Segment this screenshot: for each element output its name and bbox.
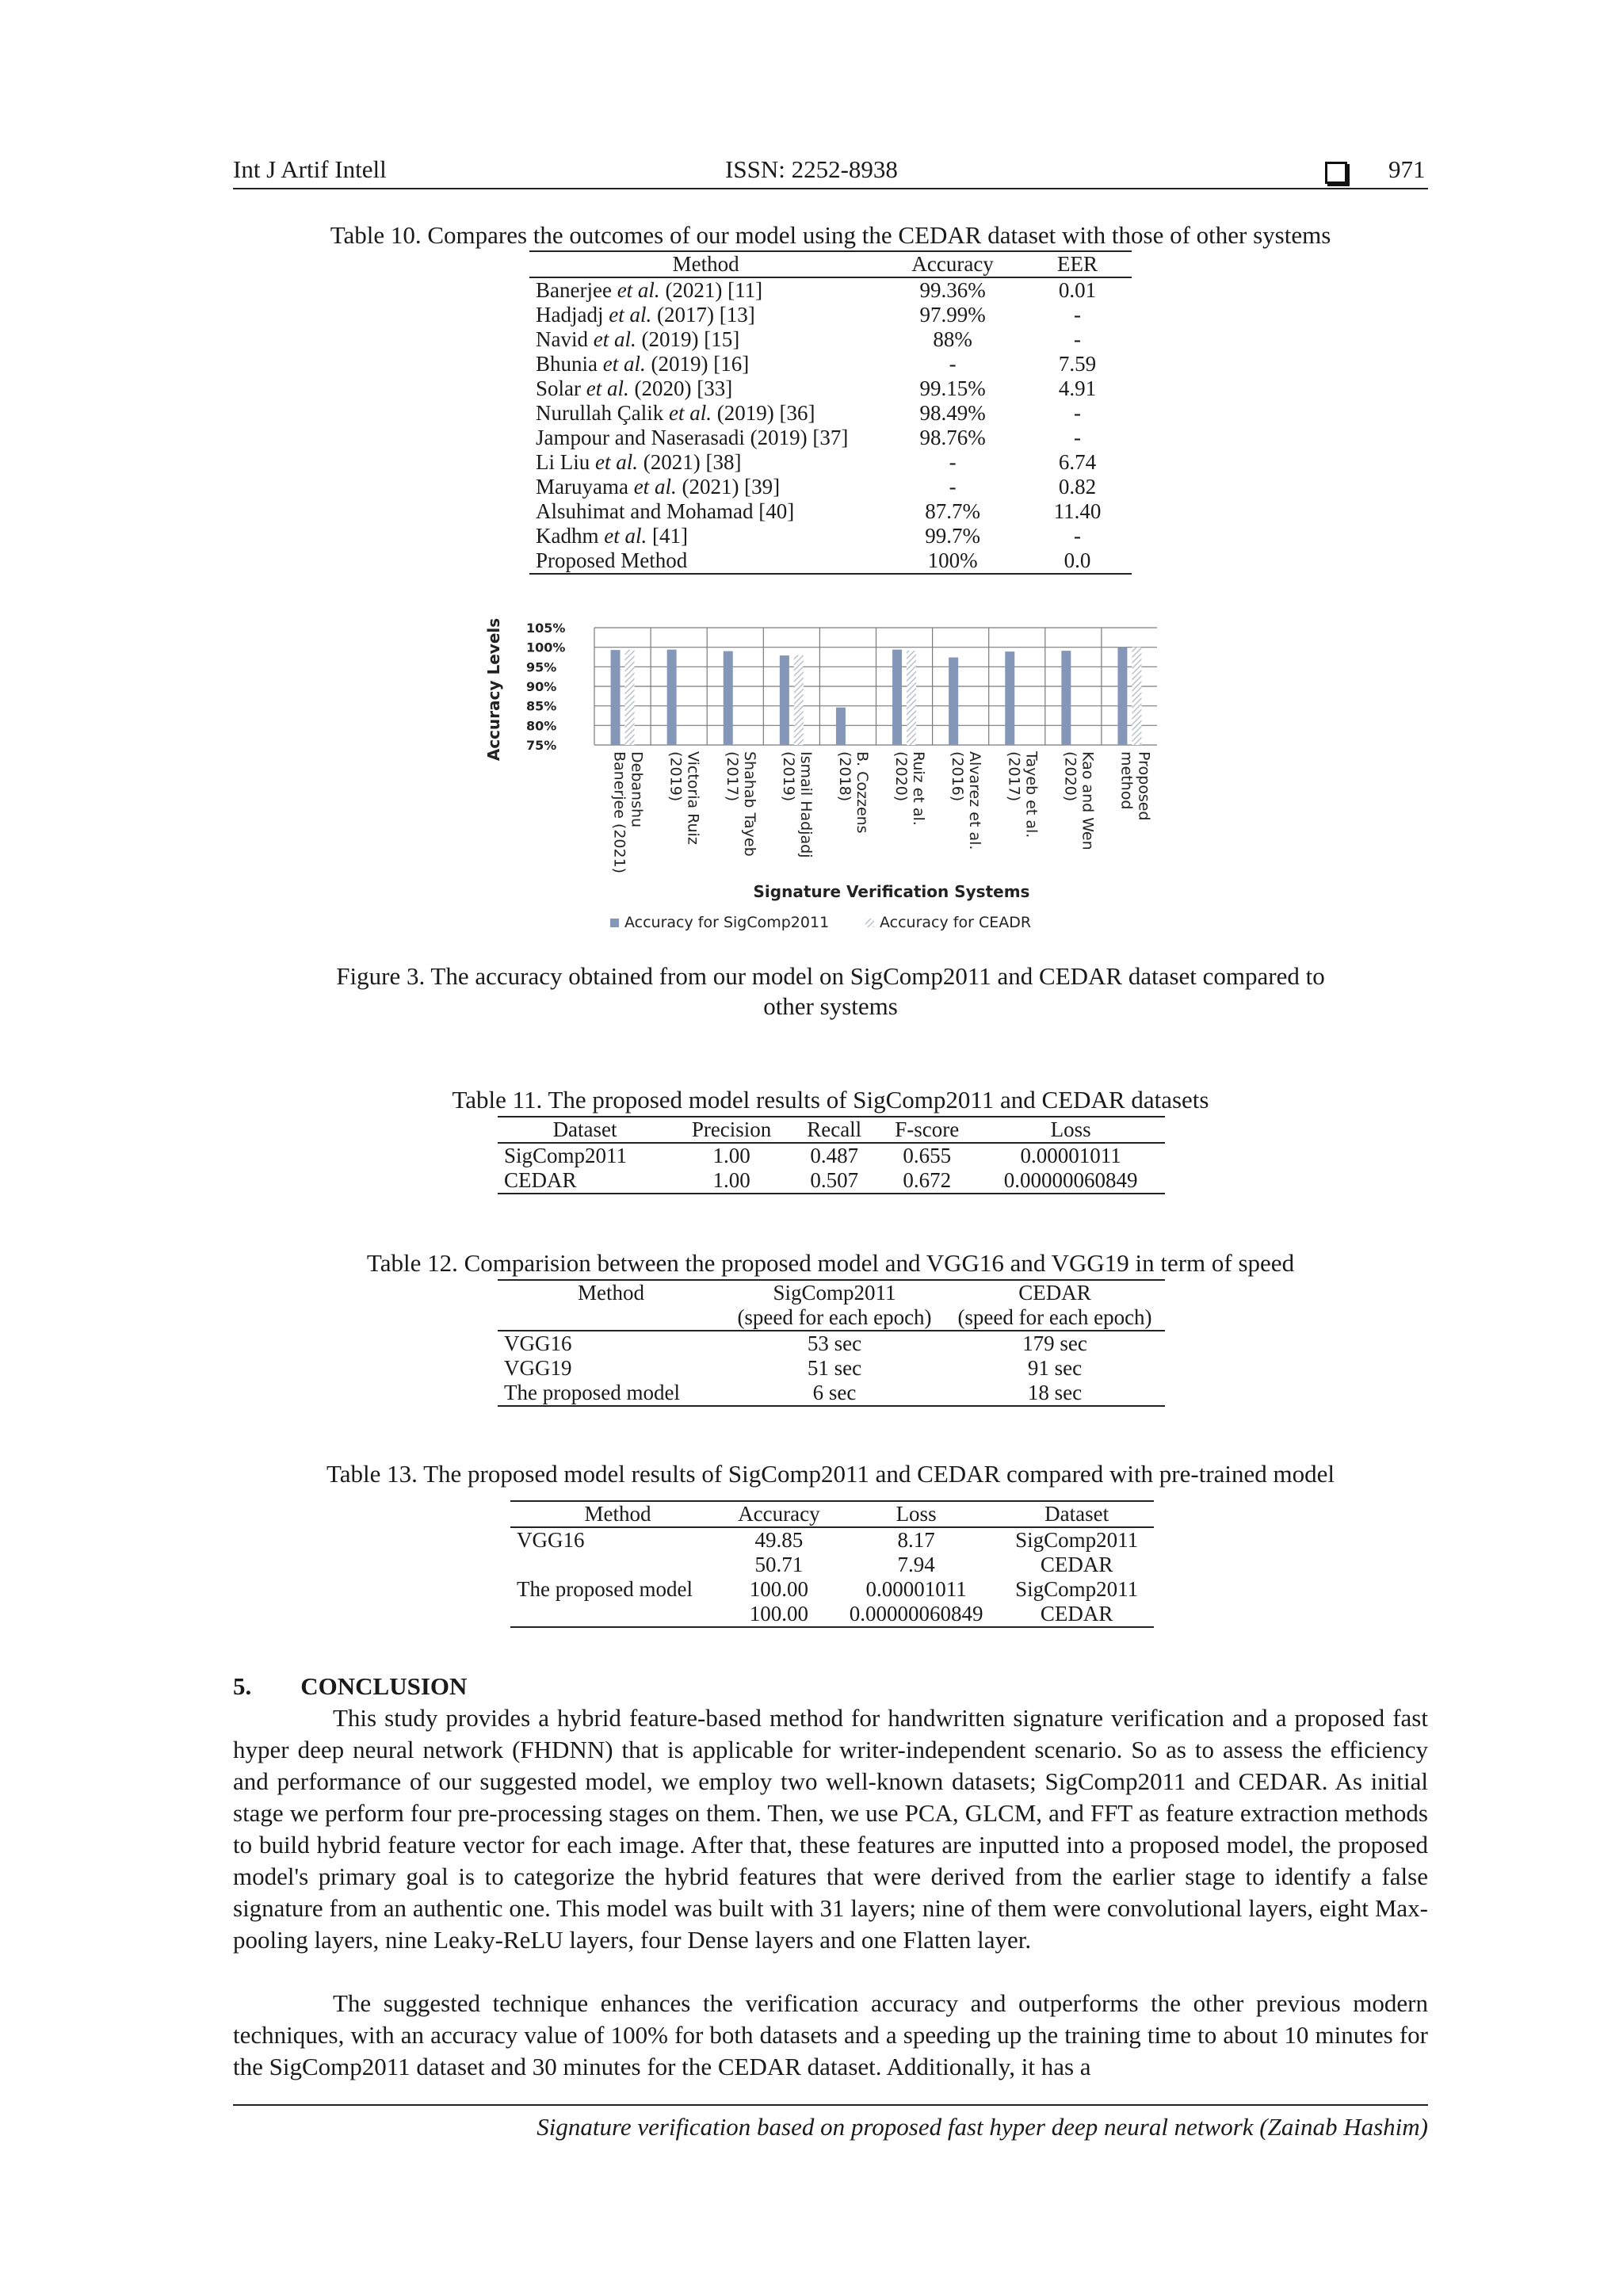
table13-cell: 0.00001011 — [865, 1577, 967, 1601]
table11-cell: 0.487 — [810, 1144, 859, 1167]
bar-sigcomp2011 — [836, 708, 846, 745]
table10-eer-cell: 0.01 — [1058, 278, 1097, 302]
method-name: Jampour and Naserasadi (2019) [37] — [536, 426, 849, 449]
table-row — [498, 1356, 1165, 1381]
table11-header-recall: Recall — [791, 1117, 877, 1143]
y-tick-label: 100% — [526, 640, 566, 655]
table12-header-cedar-title: CEDAR — [1018, 1281, 1091, 1305]
table13-cell: 100.00 — [749, 1577, 809, 1601]
table10-method-cell — [529, 524, 882, 548]
table10-accuracy-cell: 99.36% — [919, 278, 986, 302]
method-year: (2019) [36] — [711, 401, 815, 425]
table11-header-loss: Loss — [976, 1117, 1165, 1143]
legend-label-cedar: Accuracy for CEADR — [880, 914, 1032, 931]
issn: ISSN: 2252-8938 — [725, 155, 898, 183]
table13-header-dataset: Dataset — [999, 1501, 1154, 1527]
table12-cell: 53 sec — [807, 1331, 862, 1355]
table12-cell: The proposed model — [498, 1381, 724, 1406]
accuracy-bar-chart — [475, 618, 1157, 951]
table-row — [510, 1553, 1154, 1577]
table-row — [529, 548, 1132, 574]
table11-cell: 0.655 — [903, 1144, 952, 1167]
bar-cedar — [907, 651, 916, 745]
table10-eer-cell: - — [1074, 524, 1081, 548]
et-al: et al. — [602, 352, 646, 376]
chart-xlabels — [611, 751, 1153, 873]
bar-sigcomp2011 — [611, 650, 621, 745]
table13-cell — [510, 1553, 725, 1577]
table12-caption: Table 12. Comparision between the proposed model and VGG16 and VGG19 in term of speed — [366, 1249, 1295, 1277]
table12-header-sigcomp-title: SigComp2011 — [773, 1281, 896, 1305]
method-year: (2021) [39] — [676, 475, 781, 499]
table10-method-cell — [529, 426, 882, 450]
bar-sigcomp2011 — [1061, 651, 1071, 745]
figure3-caption-line1: Figure 3. The accuracy obtained from our model on SigComp2011 and CEDAR dataset compared to — [336, 962, 1325, 990]
table13-cell: 7.94 — [897, 1553, 935, 1576]
y-tick-label: 75% — [526, 738, 557, 753]
table10-eer-cell: 0.82 — [1058, 475, 1097, 499]
table10-accuracy-cell: 100% — [882, 548, 1023, 574]
section-heading: 5. CONCLUSION — [233, 1672, 468, 1700]
table13-cell: The proposed model — [517, 1577, 693, 1601]
y-axis-label: Accuracy Levels — [484, 618, 503, 762]
bar-sigcomp2011 — [724, 651, 733, 745]
table-row — [498, 1168, 1165, 1194]
table13-caption: Table 13. The proposed model results of SigComp2011 and CEDAR compared with pre-trained model — [326, 1460, 1335, 1488]
method-year: (2021) [11] — [659, 278, 763, 302]
table10-method-cell — [529, 401, 882, 426]
x-tick-label: Victoria Ruiz — [684, 751, 702, 845]
table11-header-fscore: F-score — [877, 1117, 976, 1143]
table-row — [510, 1577, 1154, 1602]
table10-method-cell — [529, 376, 882, 401]
table12-header-sigcomp-sub: (speed for each epoch) — [737, 1305, 932, 1329]
legend-swatch-cedar — [865, 919, 874, 927]
x-tick-label: (2017) — [723, 751, 741, 802]
table12-cell: 51 sec — [807, 1356, 862, 1380]
x-tick-label: Tayeb et al. — [1022, 751, 1041, 839]
bar-sigcomp2011 — [1005, 651, 1014, 745]
table-row — [529, 524, 1132, 548]
y-tick-label: 95% — [526, 659, 557, 675]
table12-cell: 18 sec — [945, 1381, 1165, 1406]
table13-cell: 49.85 — [754, 1528, 804, 1552]
table11-header-precision: Precision — [672, 1117, 791, 1143]
table13-cell: SigComp2011 — [1015, 1577, 1139, 1601]
table-row — [529, 475, 1132, 499]
et-al: et al. — [586, 376, 629, 400]
method-name: Maruyama — [536, 475, 634, 499]
method-name: Proposed Method — [536, 548, 688, 572]
chart-yticks — [526, 621, 565, 753]
method-name: Li Liu — [536, 450, 595, 474]
method-name: Solar — [536, 376, 586, 400]
table-row — [529, 499, 1132, 524]
table10-method-cell — [529, 277, 882, 303]
method-year: (2017) [13] — [651, 303, 755, 327]
table12 — [498, 1279, 1165, 1407]
table13-cell: 50.71 — [754, 1553, 804, 1576]
table11-cell: 1.00 — [712, 1144, 750, 1167]
bar-cedar — [794, 655, 804, 745]
table-row — [510, 1527, 1154, 1553]
method-year: [41] — [647, 524, 688, 548]
legend-label-sigcomp2011: Accuracy for SigComp2011 — [624, 914, 830, 931]
et-al: et al. — [595, 450, 638, 474]
table12-cell: VGG19 — [504, 1356, 572, 1380]
legend-swatch-sigcomp2011 — [610, 919, 619, 927]
method-name: Alsuhimat and Mohamad [40] — [536, 499, 795, 523]
table12-header-cedar-sub: (speed for each epoch) — [957, 1305, 1152, 1329]
table13-cell: 100.00 — [725, 1602, 833, 1627]
chart-legend — [610, 914, 1031, 931]
table10-eer-cell: 7.59 — [1058, 352, 1097, 376]
et-al: et al. — [633, 475, 677, 499]
x-tick-label: Ismail Hadjadj — [796, 751, 815, 858]
method-name: Hadjadj — [536, 303, 609, 327]
bar-sigcomp2011 — [780, 655, 789, 745]
table11-cell: 0.507 — [791, 1168, 877, 1194]
x-tick-label: (2017) — [1005, 751, 1023, 802]
table10-method-cell — [529, 352, 882, 376]
table13-cell: CEDAR — [1040, 1553, 1113, 1576]
table-row — [529, 352, 1132, 376]
table13-cell: CEDAR — [999, 1602, 1154, 1627]
table-row — [529, 426, 1132, 450]
table12-header-cedar — [945, 1280, 1165, 1331]
table13-cell: 8.17 — [897, 1528, 935, 1552]
x-tick-label: Alvarez et al. — [966, 751, 984, 850]
table10-method-cell — [529, 475, 882, 499]
method-name: Bhunia — [536, 352, 603, 376]
page-number: 971 — [1388, 155, 1426, 183]
x-tick-label: (2019) — [666, 751, 685, 802]
table12-cell: 91 sec — [1027, 1356, 1083, 1380]
y-tick-label: 85% — [526, 698, 557, 714]
table10 — [529, 250, 1132, 575]
table10-accuracy-cell: 97.99% — [919, 303, 986, 327]
et-al: et al. — [617, 278, 660, 302]
footer-rule — [233, 2104, 1428, 2106]
table12-header-method-text: Method — [578, 1281, 644, 1305]
table10-eer-cell: 6.74 — [1058, 450, 1097, 474]
table11-cell: 0.00000060849 — [976, 1168, 1165, 1194]
table10-method-cell — [529, 450, 882, 475]
table11-cell: CEDAR — [498, 1168, 672, 1194]
y-tick-label: 105% — [526, 621, 566, 636]
method-year: (2021) [38] — [638, 450, 742, 474]
et-al: et al. — [593, 327, 636, 351]
et-al: et al. — [604, 524, 647, 548]
table-row — [498, 1143, 1165, 1168]
table12-cell: 179 sec — [1022, 1331, 1087, 1355]
table10-header-eer: EER — [1023, 251, 1132, 277]
table13-header-method: Method — [510, 1501, 725, 1527]
chart-grid — [594, 628, 1157, 745]
table10-accuracy-cell: 88% — [933, 327, 972, 351]
table13-cell: SigComp2011 — [1015, 1528, 1139, 1552]
bar-cedar — [1132, 648, 1141, 745]
table13-header-accuracy: Accuracy — [725, 1501, 833, 1527]
table11-cell: 0.00001011 — [1020, 1144, 1121, 1167]
table13-cell — [510, 1602, 725, 1627]
table10-method-cell — [529, 303, 882, 327]
x-tick-label: Kao and Wen — [1079, 751, 1097, 850]
table12-header-method — [498, 1280, 724, 1331]
table11-caption: Table 11. The proposed model results of SigComp2011 and CEDAR datasets — [452, 1086, 1209, 1114]
table10-eer-cell: 0.0 — [1023, 548, 1132, 574]
x-tick-label: Ruiz et al. — [910, 751, 928, 826]
table10-accuracy-cell: - — [949, 450, 957, 474]
table10-accuracy-cell: 98.49% — [919, 401, 986, 425]
x-axis-label: Signature Verification Systems — [753, 882, 1030, 901]
x-tick-label: (2020) — [1061, 751, 1079, 802]
conclusion-paragraph-2: The suggested technique enhances the verification accuracy and outperforms the other previous modern techniques, with an accuracy value of 100% for both datasets and a speeding up the training time to about 10 minutes for the SigComp2011 dataset and 30 minutes for the CEDAR dataset. Additionally, it has a — [233, 1989, 1428, 2080]
et-al: et al. — [609, 303, 652, 327]
method-year: (2020) [33] — [628, 376, 733, 400]
method-name: Nurullah Çalik — [536, 401, 669, 425]
bar-sigcomp2011 — [949, 657, 958, 745]
table11-cell: 1.00 — [672, 1168, 791, 1194]
table-row — [498, 1381, 1165, 1406]
method-name: Banerjee — [536, 278, 617, 302]
et-al: et al. — [668, 401, 712, 425]
table-row — [529, 376, 1132, 401]
method-year: (2019) [16] — [645, 352, 750, 376]
x-tick-label: method — [1117, 751, 1136, 810]
x-tick-label: Debanshu — [628, 751, 646, 828]
table-row — [498, 1331, 1165, 1356]
table-row — [510, 1602, 1154, 1627]
table10-eer-cell: - — [1074, 327, 1081, 351]
table10-header-accuracy: Accuracy — [882, 251, 1023, 277]
table11-cell: SigComp2011 — [504, 1144, 628, 1167]
y-tick-label: 90% — [526, 679, 557, 694]
journal-name: Int J Artif Intell — [233, 155, 387, 183]
table10-eer-cell: - — [1074, 401, 1081, 425]
bar-sigcomp2011 — [892, 650, 902, 745]
table13-header-loss: Loss — [833, 1501, 999, 1527]
table13-cell: 0.00000060849 — [833, 1602, 999, 1627]
table12-cell: 6 sec — [724, 1381, 945, 1406]
table10-accuracy-cell: 98.76% — [919, 426, 986, 449]
conclusion-paragraph-1: This study provides a hybrid feature-based method for handwritten signature verification and a proposed fast hyper deep neural network (FHDNN) that is applicable for writer-independent scenario. So as to assess the efficiency and performance of our suggested model, we employ two well-known datasets; SigComp2011 and CEDAR. As initial stage we perform four pre-processing stages on them. Then, we use PCA, GLCM, and FFT as feature extraction methods to build hybrid feature vector for each image. After that, these features are inputted into a proposed model, the proposed model's primary goal is to categorize the hybrid features that were derived from the earlier stage to identify a false signature from an authentic one. This model was built with 31 layers; nine of them were convolutional layers, eight Max-pooling layers, nine Leaky-ReLU layers, four Dense layers and one Flatten layer. — [233, 1704, 1428, 1954]
table-row — [529, 277, 1132, 303]
table10-method-cell — [529, 548, 882, 574]
table10-eer-cell: 11.40 — [1053, 499, 1102, 523]
table10-accuracy-cell: - — [949, 352, 957, 376]
x-tick-label: Proposed — [1135, 751, 1153, 821]
table-row — [529, 327, 1132, 352]
table11-header-dataset: Dataset — [498, 1117, 672, 1143]
table10-method-cell — [529, 499, 882, 524]
table-row — [529, 450, 1132, 475]
table11 — [498, 1116, 1165, 1194]
x-tick-label: Shahab Tayeb — [740, 751, 758, 857]
x-tick-label: (2018) — [835, 751, 854, 802]
table12-cell: VGG16 — [504, 1331, 572, 1355]
method-year: (2019) [15] — [636, 327, 740, 351]
table-row — [529, 401, 1132, 426]
figure3-caption-line2: other systems — [763, 992, 898, 1020]
table11-cell: 0.672 — [877, 1168, 976, 1194]
x-tick-label: (2016) — [949, 751, 967, 802]
table10-eer-cell: - — [1074, 426, 1081, 449]
table12-header-sigcomp — [724, 1280, 945, 1331]
method-name: Kadhm — [536, 524, 605, 548]
method-name: Navid — [536, 327, 594, 351]
x-tick-label: Banerjee (2021) — [610, 751, 628, 874]
table10-accuracy-cell: 99.7% — [925, 524, 980, 548]
table10-accuracy-cell: 99.15% — [919, 376, 986, 400]
bar-sigcomp2011 — [1117, 648, 1127, 745]
table10-eer-cell: - — [1074, 303, 1081, 327]
bar-sigcomp2011 — [667, 650, 677, 745]
running-footer: Signature verification based on proposed fast hyper deep neural network (Zainab Hashim) — [537, 2113, 1428, 2141]
table13-cell: VGG16 — [517, 1528, 585, 1552]
table10-accuracy-cell: 87.7% — [925, 499, 980, 523]
table10-header-method: Method — [529, 251, 882, 277]
table10-method-cell — [529, 327, 882, 352]
table13 — [510, 1500, 1154, 1628]
x-tick-label: (2019) — [779, 751, 797, 802]
y-tick-label: 80% — [526, 718, 557, 734]
x-tick-label: B. Cozzens — [853, 751, 871, 834]
header-rule — [233, 188, 1428, 189]
table10-accuracy-cell: - — [949, 475, 957, 499]
table10-body — [529, 277, 1132, 574]
table10-eer-cell: 4.91 — [1058, 376, 1097, 400]
square-icon — [1325, 162, 1347, 184]
x-tick-label: (2020) — [892, 751, 911, 802]
bar-cedar — [625, 650, 635, 745]
table-row — [529, 303, 1132, 327]
table10-caption: Table 10. Compares the outcomes of our model using the CEDAR dataset with those of other systems — [330, 221, 1331, 249]
